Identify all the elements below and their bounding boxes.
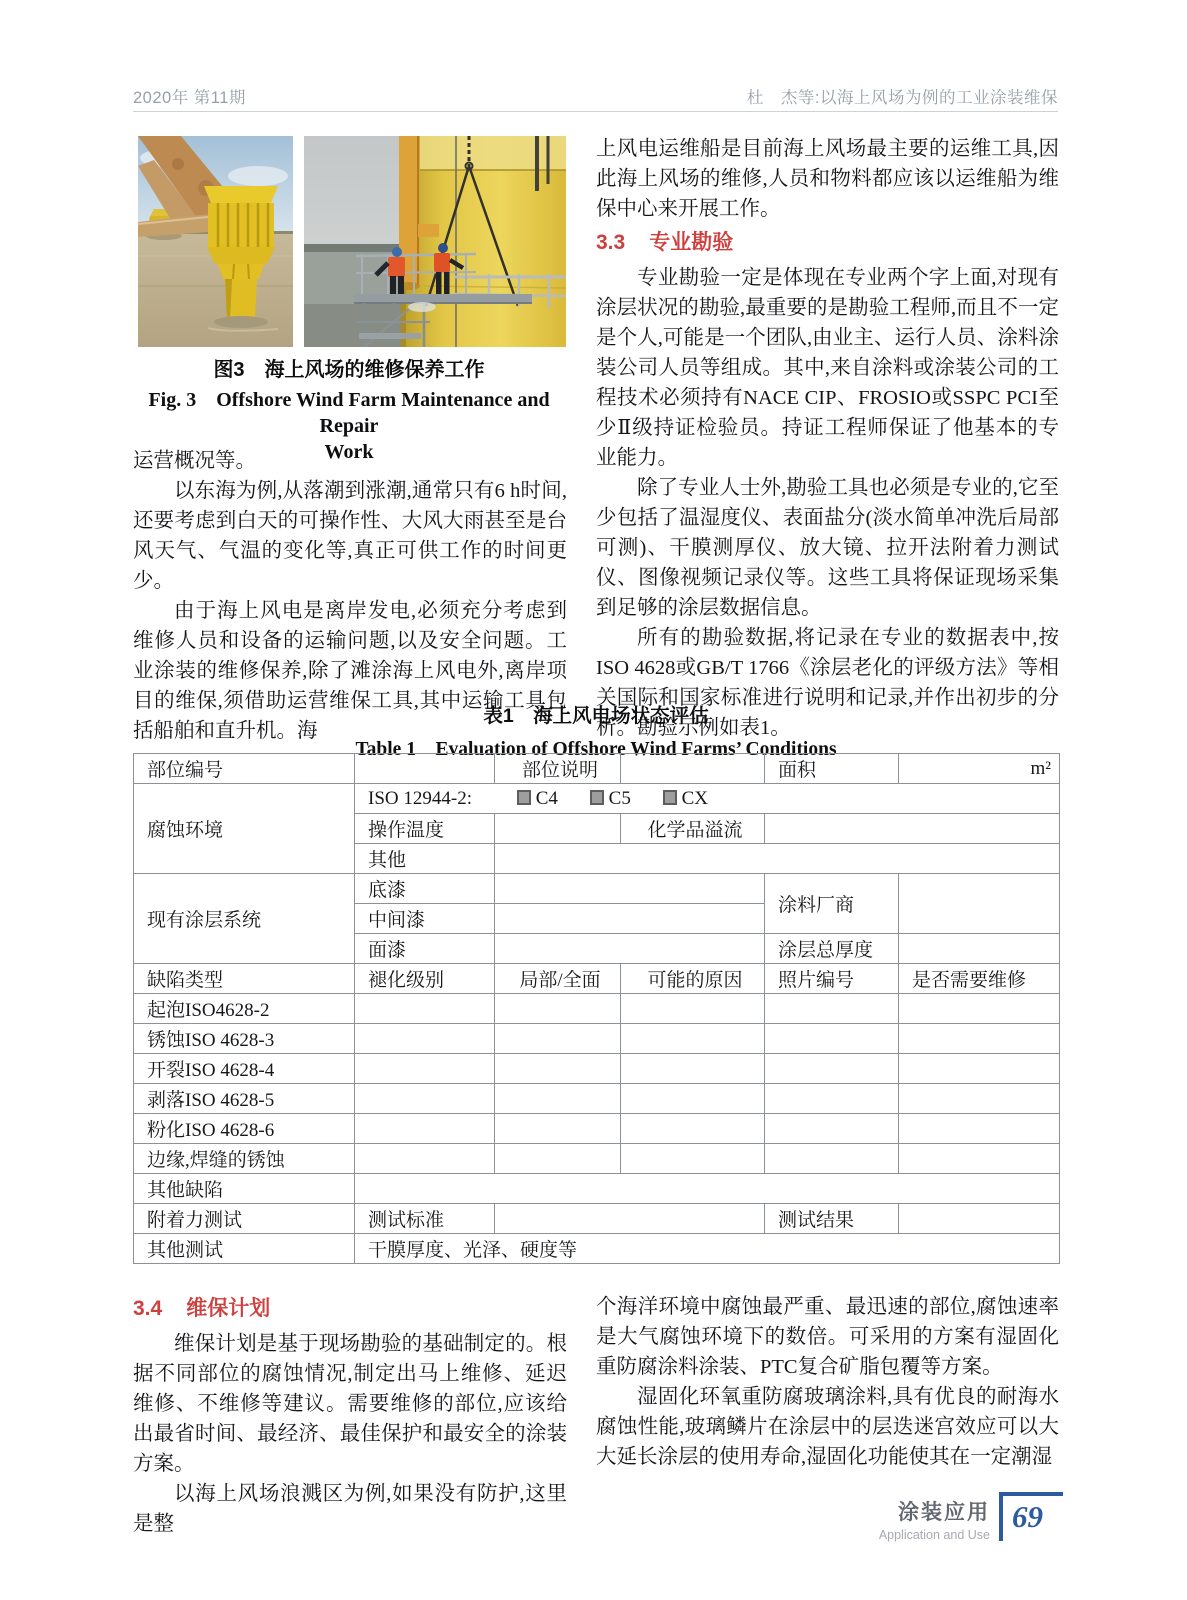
column-right-top	[596, 134, 1059, 743]
cell-need-repair: 是否需要维修	[899, 964, 1060, 994]
cell-chem-spill: 化学品溢流	[621, 814, 765, 844]
table-row-adhesion	[134, 1204, 1060, 1234]
cell-empty	[899, 1084, 1060, 1114]
cell-empty	[495, 1024, 621, 1054]
option-cx	[663, 788, 708, 809]
cell-empty	[495, 814, 621, 844]
section-heading-3-4	[133, 1294, 567, 1324]
cell-empty	[765, 1144, 899, 1174]
table-row-iso	[134, 784, 1060, 814]
paragraph: 专业勘验一定是体现在专业两个字上面,对现有涂层状况的勘验,最重要的是勘验工程师,而且不一定是个人,可能是一个团队,由业主、运行人员、涂料涂装公司人员等组成。其中,来自涂料或涂装公司的工程技术必须持有NACE CIP、FROSIO或SSPC PCI至少Ⅱ级持证检验员。持证工程师保证了他基本的专业能力。	[596, 267, 1059, 469]
cell-empty	[621, 1024, 765, 1054]
cell-primer: 底漆	[355, 874, 495, 904]
cell-empty	[765, 814, 1060, 844]
cell-empty	[765, 1024, 899, 1054]
cell-empty	[355, 1054, 495, 1084]
option-c5	[590, 788, 631, 809]
cell-empty	[621, 1114, 765, 1144]
table-row-other-tests	[134, 1234, 1060, 1264]
table-row-header	[134, 754, 1060, 784]
cell-defect-type: 缺陷类型	[134, 964, 355, 994]
cell-cracking: 开裂ISO 4628-4	[134, 1054, 355, 1084]
cell-other: 其他	[355, 844, 495, 874]
cell-empty	[355, 754, 495, 784]
cell-topcoat: 面漆	[355, 934, 495, 964]
cell-empty	[621, 754, 765, 784]
cell-unit: m²	[899, 754, 1060, 784]
header-running-title: 杜 杰等:以海上风场为例的工业涂装维保	[746, 89, 1058, 107]
cell-photo-no: 照片编号	[765, 964, 899, 994]
cell-empty	[495, 874, 765, 904]
cell-empty	[355, 1084, 495, 1114]
running-header	[133, 84, 1058, 108]
cell-empty	[495, 1054, 621, 1084]
cell-empty	[495, 1204, 765, 1234]
table1-title-en: Table 1 Evaluation of Offshore Wind Farms’ Conditions	[355, 739, 837, 760]
column-right-bottom	[596, 1292, 1059, 1472]
cell-chalking: 粉化ISO 4628-6	[134, 1114, 355, 1144]
cell-empty	[355, 1024, 495, 1054]
photo-foundation-tripod-graphic	[138, 136, 293, 347]
section-number: 3.4	[133, 1297, 163, 1320]
paragraph: 湿固化环氧重防腐玻璃涂料,具有优良的耐海水腐蚀性能,玻璃鳞片在涂层中的层迭迷宫效应可以大大延长涂层的使用寿命,湿固化功能使其在一定潮湿	[596, 1386, 1059, 1468]
cell-test-result: 测试结果	[765, 1204, 899, 1234]
section-title: 专业勘验	[649, 231, 734, 254]
cell-empty	[899, 934, 1060, 964]
cell-empty	[765, 1084, 899, 1114]
cell-empty	[899, 1024, 1060, 1054]
table-row-other-defects	[134, 1174, 1060, 1204]
cell-corrosion-env: 腐蚀环境	[134, 784, 355, 874]
cell-total-dft: 涂层总厚度	[765, 934, 899, 964]
section-title: 维保计划	[186, 1297, 271, 1320]
cell-empty	[899, 1144, 1060, 1174]
page-number: 69	[1012, 1499, 1043, 1534]
paragraph: 运营概况等。	[133, 450, 256, 472]
paragraph: 上风电运维船是目前海上风场最主要的运维工具,因此海上风场的维修,人员和物料都应该以运维船为维保中心来开展工作。	[596, 138, 1059, 220]
cell-local-overall: 局部/全面	[495, 964, 621, 994]
cell-flaking: 剥落ISO 4628-5	[134, 1084, 355, 1114]
paragraph: 由于海上风电是离岸发电,必须充分考虑到维修人员和设备的运输问题,以及安全问题。工业涂装的维修保养,除了滩涂海上风电外,离岸项目的维保,须借助运营维保工具,其中运输工具包括船舶和直升机。海	[133, 600, 567, 742]
checkbox-icon	[517, 790, 531, 805]
cell-part-no: 部位编号	[134, 754, 355, 784]
photo-foundation-tripod	[138, 136, 293, 347]
table1-evaluation	[133, 753, 1060, 1264]
cell-empty	[621, 994, 765, 1024]
cell-other-tests: 其他测试	[134, 1234, 355, 1264]
cell-empty	[355, 1114, 495, 1144]
table-row-blistering	[134, 994, 1060, 1024]
cell-empty	[899, 1204, 1060, 1234]
cell-empty	[495, 904, 765, 934]
option-c5-label: C5	[608, 787, 631, 809]
cell-empty	[621, 1054, 765, 1084]
table-row-edge-weld	[134, 1144, 1060, 1174]
cell-part-desc: 部位说明	[495, 754, 621, 784]
option-c4	[517, 788, 558, 809]
cell-midcoat: 中间漆	[355, 904, 495, 934]
header-rule	[133, 111, 1058, 112]
cell-rusting: 锈蚀ISO 4628-3	[134, 1024, 355, 1054]
iso-label: ISO 12944-2:	[368, 787, 472, 809]
paragraph: 个海洋环境中腐蚀最严重、最迅速的部位,腐蚀速率是大气腐蚀环境下的数倍。可采用的方案有湿固化重防腐涂料涂装、PTC复合矿脂包覆等方案。	[596, 1296, 1059, 1378]
cell-op-temp: 操作温度	[355, 814, 495, 844]
cell-blistering: 起泡ISO4628-2	[134, 994, 355, 1024]
table-row-chalking	[134, 1114, 1060, 1144]
cell-adhesion-test: 附着力测试	[134, 1204, 355, 1234]
paragraph: 维保计划是基于现场勘验的基础制定的。根据不同部位的腐蚀情况,制定出马上维修、延迟维修、不维修等建议。需要维修的部位,应该给出最省时间、最经济、最佳保护和最安全的涂装方案。	[133, 1333, 567, 1475]
option-cx-label: CX	[681, 787, 709, 809]
cell-empty	[495, 994, 621, 1024]
column-left-bottom	[133, 1290, 567, 1539]
cell-fade-grade: 褪化级别	[355, 964, 495, 994]
table-row-rusting	[134, 1024, 1060, 1054]
cell-empty	[355, 994, 495, 1024]
cell-empty	[765, 1114, 899, 1144]
cell-empty	[899, 1114, 1060, 1144]
section-heading-3-3	[596, 228, 1059, 258]
cell-paint-vendor: 涂料厂商	[765, 874, 899, 934]
cell-empty	[765, 1054, 899, 1084]
paragraph: 所有的勘验数据,将记录在专业的数据表中,按ISO 4628或GB/T 1766《涂层老化的评级方法》等相关国际和国家标准进行说明和记录,并作出初步的分析。勘验示例如表1。	[596, 627, 1059, 739]
cell-empty	[621, 1144, 765, 1174]
cell-empty	[621, 1084, 765, 1114]
cell-empty	[355, 1144, 495, 1174]
option-c4-label: C4	[535, 787, 558, 809]
cell-empty	[355, 1174, 1060, 1204]
cell-empty	[899, 994, 1060, 1024]
figure3-caption-en-line2: Work	[324, 441, 374, 463]
footer-journal-zh: 涂装应用	[898, 1501, 990, 1524]
paragraph: 以东海为例,从落潮到涨潮,通常只有6 h时间,还要考虑到白天的可操作性、大风大雨甚至是台风天气、气温的变化等,真正可供工作的时间更少。	[133, 480, 567, 592]
page-footer	[879, 1492, 1063, 1542]
table-row-defect-header	[134, 964, 1060, 994]
cell-edge-weld: 边缘,焊缝的锈蚀	[134, 1144, 355, 1174]
cell-empty	[495, 844, 1060, 874]
footer-journal-name	[879, 1492, 990, 1542]
cell-area: 面积	[765, 754, 899, 784]
cell-test-standard: 测试标准	[355, 1204, 495, 1234]
cell-empty	[495, 1114, 621, 1144]
table-row-flaking	[134, 1084, 1060, 1114]
table-row-cracking	[134, 1054, 1060, 1084]
checkbox-icon	[663, 790, 677, 805]
table1-title	[133, 700, 1059, 761]
cell-empty	[495, 1084, 621, 1114]
cell-possible-cause: 可能的原因	[621, 964, 765, 994]
table1-title-zh: 表1 海上风电场状态评估	[483, 705, 709, 727]
cell-other-defects: 其他缺陷	[134, 1174, 355, 1204]
table-row-primer	[134, 874, 1060, 904]
cell-iso-12944	[355, 784, 1060, 814]
paragraph: 除了专业人士外,勘验工具也必须是专业的,它至少包括了温湿度仪、表面盐分(淡水简单冲洗后局部可测)、干膜测厚仪、放大镜、拉开法附着力测试仪、图像视频记录仪等。这些工具将保证现场采集到足够的涂层数据信息。	[596, 477, 1059, 619]
footer-page-badge	[999, 1492, 1063, 1541]
cell-empty	[899, 874, 1060, 934]
cell-other-tests-items: 干膜厚度、光泽、硬度等	[355, 1234, 1060, 1264]
cell-empty	[495, 934, 765, 964]
paragraph: 以海上风场浪溅区为例,如果没有防护,这里是整	[133, 1483, 567, 1535]
cell-empty	[495, 1144, 621, 1174]
photo-monopile-workers-graphic	[304, 136, 566, 347]
cell-empty	[765, 994, 899, 1024]
cell-empty	[899, 1054, 1060, 1084]
figure3-photos	[138, 136, 566, 347]
section-number: 3.3	[596, 231, 626, 254]
figure3-caption-zh: 图3 海上风场的维修保养工作	[213, 359, 485, 381]
footer-journal-en: Application and Use	[878, 1528, 990, 1542]
header-issue: 2020年 第11期	[133, 89, 246, 107]
photo-monopile-workers	[304, 136, 566, 347]
figure3-caption-en-line1: Fig. 3 Offshore Wind Farm Maintenance and Repair	[148, 389, 550, 437]
checkbox-icon	[590, 790, 604, 805]
cell-existing-system: 现有涂层系统	[134, 874, 355, 964]
